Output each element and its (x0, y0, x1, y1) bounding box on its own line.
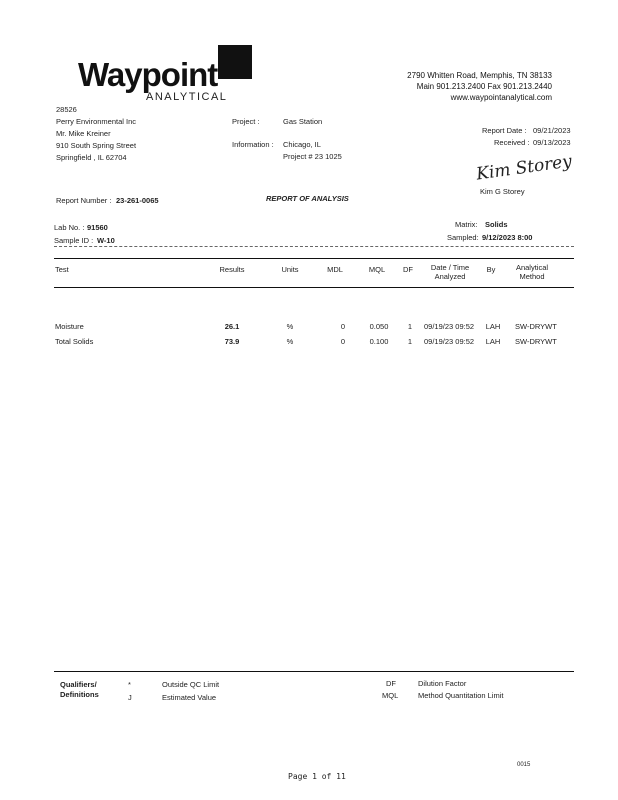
footer-top-line (54, 671, 574, 672)
col-header-method-line2: Method (519, 272, 545, 281)
lab-no: 91560 (87, 223, 108, 232)
row-df: 1 (407, 337, 413, 346)
col-header-test: Test (55, 265, 69, 274)
company-logo-subtitle: ANALYTICAL (146, 91, 228, 103)
lab-address: 2790 Whitten Road, Memphis, TN 38133 (407, 71, 552, 80)
logo-square-icon (218, 45, 252, 79)
definitions-label: Definitions (60, 690, 99, 699)
row-datetime: 09/19/23 09:52 (424, 322, 475, 331)
col-header-mdl: MDL (327, 265, 343, 274)
row-mql: 0.050 (369, 322, 389, 331)
sampled-label: Sampled: (447, 233, 479, 242)
lab-no-label: Lab No. : (54, 223, 85, 232)
client-city: Springfield , IL 62704 (56, 153, 127, 162)
client-company: Perry Environmental Inc (56, 117, 137, 126)
project-label: Project : (232, 117, 260, 126)
qualifier-def-outside-qc: Outside QC Limit (162, 680, 220, 689)
report-date-label: Report Date : (482, 126, 527, 135)
matrix-value: Solids (485, 220, 508, 229)
qualifier-def-dilution: Dilution Factor (418, 679, 467, 688)
sampled-value: 9/12/2023 8:00 (482, 233, 533, 242)
row-test: Total Solids (55, 337, 94, 346)
page-corner-mark: 0015 (517, 762, 531, 768)
row-units: % (286, 322, 294, 331)
row-datetime: 09/19/23 09:52 (424, 337, 475, 346)
col-header-mql: MQL (368, 265, 386, 274)
sample-id-label: Sample ID : (54, 236, 94, 245)
qualifier-def-estimated: Estimated Value (162, 693, 217, 702)
received-date: 09/13/2023 (533, 138, 571, 147)
col-header-datetime: Date / Time (430, 263, 470, 272)
row-test: Moisture (55, 322, 84, 331)
report-date: 09/21/2023 (533, 126, 571, 135)
row-units: % (286, 337, 294, 346)
col-header-method: Analytical (515, 263, 549, 272)
signer-name: Kim G Storey (480, 187, 525, 196)
qualifiers-label: Qualifiers/ (60, 680, 97, 689)
lab-website: www.waypointanalytical.com (450, 93, 552, 102)
row-by: LAH (485, 322, 501, 331)
col-header-by: By (486, 265, 496, 274)
client-id: 28526 (56, 105, 77, 114)
report-number: 23-261-0065 (116, 196, 159, 205)
client-street: 910 South Spring Street (56, 141, 137, 150)
row-mql: 0.100 (369, 337, 389, 346)
matrix-label: Matrix: (455, 220, 478, 229)
row-mdl: 0 (340, 337, 346, 346)
row-method: SW-DRYWT (515, 337, 557, 346)
col-header-df: DF (403, 265, 413, 274)
lab-phone-fax: Main 901.213.2400 Fax 901.213.2440 (416, 82, 552, 91)
qualifier-symbol-j: J (128, 693, 132, 702)
company-logo-word: Waypoint (78, 56, 218, 93)
received-label: Received : (494, 138, 530, 147)
handwritten-signature: Kim Storey (475, 151, 574, 185)
project-value: Gas Station (283, 117, 323, 126)
information-value-project-number: Project # 23 1025 (283, 152, 342, 161)
row-mdl: 0 (340, 322, 346, 331)
row-df: 1 (407, 322, 413, 331)
page-number: Page 1 of 11 (288, 772, 346, 781)
information-label: Information : (232, 140, 274, 149)
report-number-label: Report Number : (56, 196, 112, 205)
qualifier-symbol-mql: MQL (382, 691, 399, 700)
sample-separator-line (54, 246, 574, 247)
client-contact: Mr. Mike Kreiner (56, 129, 111, 138)
qualifier-symbol-star: * (128, 680, 131, 689)
row-by: LAH (485, 337, 501, 346)
table-header-underline (54, 287, 574, 288)
qualifier-def-mql: Method Quantitation Limit (418, 691, 504, 700)
information-value-city: Chicago, IL (283, 140, 321, 149)
qualifier-symbol-df: DF (386, 679, 396, 688)
col-header-units: Units (281, 265, 299, 274)
sample-id: W-10 (97, 236, 115, 245)
col-header-datetime-analyzed: Analyzed (434, 272, 466, 281)
report-title: REPORT OF ANALYSIS (266, 194, 349, 203)
table-top-line (54, 258, 574, 259)
row-result: 73.9 (224, 337, 240, 346)
col-header-results: Results (219, 265, 245, 274)
row-method: SW-DRYWT (515, 322, 557, 331)
row-result: 26.1 (224, 322, 240, 331)
